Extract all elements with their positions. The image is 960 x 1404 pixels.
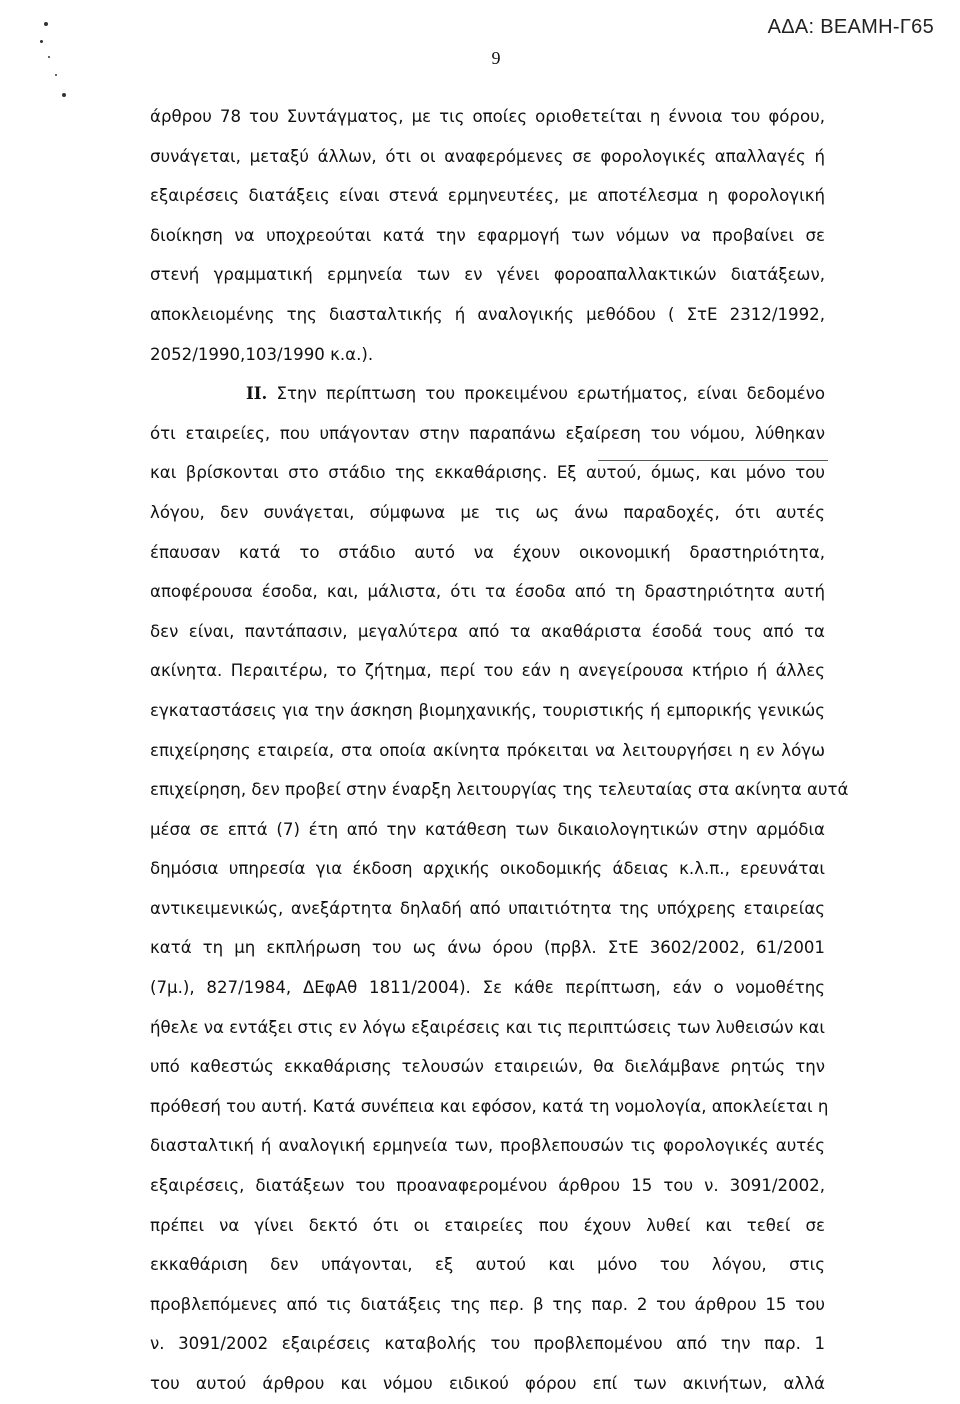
- section-numeral: II.: [246, 383, 268, 404]
- text-line: του αυτού άρθρου και νόμου ειδικού φόρου επί των ακινήτων, αλλά: [150, 1374, 825, 1393]
- text-line: [150, 374, 825, 414]
- text-line: εγκαταστάσεις για την άσκηση βιομηχανικής, τουριστικής ή εμπορικής γενικώς: [150, 700, 825, 720]
- hand-underline-mark: [598, 460, 828, 461]
- text-line: ότι εταιρείες, που υπάγονταν στην παραπάνω εξαίρεση του νόμου, λύθηκαν: [150, 423, 825, 443]
- page-number: 9: [491, 48, 501, 68]
- text-line: εξαιρέσεις, διατάξεων του προαναφερομένου άρθρου 15 του ν. 3091/2002,: [150, 1176, 825, 1196]
- document-body: [150, 97, 849, 1404]
- text-line: υπό καθεστώς εκκαθάρισης τελουσών εταιρειών, θα διελάμβανε ρητώς την: [150, 1057, 825, 1077]
- text-line: εκκαθάριση δεν υπάγονται, εξ αυτού και μόνο του λόγου, στις: [150, 1255, 825, 1275]
- text-line: κατά τη μη εκπλήρωση του ως άνω όρου (πρβλ. ΣτΕ 3602/2002, 61/2001: [150, 938, 825, 958]
- text-line: πρόθεσή του αυτή. Κατά συνέπεια και εφόσον, κατά τη νομολογία, αποκλείεται η: [150, 1096, 829, 1116]
- text-line: 2052/1990,103/1990 κ.α.).: [150, 344, 374, 364]
- text-line: διοίκηση να υποχρεούται κατά την εφαρμογή των νόμων να προβαίνει σε: [150, 225, 825, 245]
- text-line: ν. 3091/2002 εξαιρέσεις καταβολής του προβλεπομένου από την παρ. 1: [150, 1334, 825, 1354]
- scan-speck: [44, 22, 48, 26]
- scan-speck: [48, 56, 50, 58]
- paragraph-2: [150, 374, 849, 1403]
- text-line: δημόσια υπηρεσία για έκδοση αρχικής οικοδομικής άδειας κ.λ.π., ερευνάται: [150, 859, 825, 879]
- scan-speck: [55, 74, 57, 76]
- text-line: στενή γραμματική ερμηνεία των εν γένει φοροαπαλλακτικών διατάξεων,: [150, 265, 825, 285]
- text-line: έπαυσαν κατά το στάδιο αυτό να έχουν οικονομική δραστηριότητα,: [150, 542, 825, 562]
- text-line: εξαιρέσεις διατάξεις είναι στενά ερμηνευτέες, με αποτέλεσμα η φορολογική: [150, 186, 825, 206]
- text-line: αντικειμενικώς, ανεξάρτητα δηλαδή από υπαιτιότητα της υπόχρεης εταιρείας: [150, 898, 825, 918]
- text-line: αποκλειομένης της διασταλτικής ή αναλογικής μεθόδου ( ΣτΕ 2312/1992,: [150, 304, 825, 324]
- text-line: συνάγεται, μεταξύ άλλων, ότι οι αναφερόμενες σε φορολογικές απαλλαγές ή: [150, 146, 825, 166]
- text-line: επιχείρηση, δεν προβεί στην έναρξη λειτουργίας της τελευταίας στα ακίνητα αυτά: [150, 780, 849, 800]
- text-line: ήθελε να εντάξει στις εν λόγω εξαιρέσεις και τις περιπτώσεις των λυθεισών και: [150, 1017, 825, 1037]
- text-line: διασταλτική ή αναλογική ερμηνεία των, προβλεπουσών τις φορολογικές αυτές: [150, 1136, 825, 1156]
- text-line: δεν είναι, παντάπασιν, μεγαλύτερα από τα ακαθάριστα έσοδά τους από τα: [150, 621, 825, 641]
- text-line: και βρίσκονται στο στάδιο της εκκαθάρισης. Εξ αυτού, όμως, και μόνο του: [150, 463, 825, 483]
- text-line: λόγου, δεν συνάγεται, σύμφωνα με τις ως άνω παραδοχές, ότι αυτές: [150, 502, 825, 522]
- text-line: άρθρου 78 του Συντάγματος, με τις οποίες οριοθετείται η έννοια του φόρου,: [150, 107, 825, 126]
- text-line: (7μ.), 827/1984, ΔΕφΑθ 1811/2004). Σε κάθε περίπτωση, εάν ο νομοθέτης: [150, 978, 825, 998]
- scan-speck: [40, 40, 43, 43]
- text-line: αποφέρουσα έσοδα, και, μάλιστα, ότι τα έσοδα από τη δραστηριότητα αυτή: [150, 582, 825, 602]
- text-line: ακίνητα. Περαιτέρω, το ζήτημα, περί του εάν η ανεγείρουσα κτήριο ή άλλες: [150, 661, 825, 681]
- ada-document-id: ΑΔΑ: ΒΕΑΜΗ-Γ65: [767, 16, 934, 38]
- scan-speck: [62, 93, 66, 97]
- text-line: μέσα σε επτά (7) έτη από την κατάθεση των δικαιολογητικών στην αρμόδια: [150, 819, 825, 839]
- paragraph-1: [150, 97, 825, 374]
- text-line: πρέπει να γίνει δεκτό ότι οι εταιρείες που έχουν λυθεί και τεθεί σε: [150, 1215, 825, 1235]
- text-line: προβλεπόμενες από τις διατάξεις της περ. β της παρ. 2 του άρθρου 15 του: [150, 1294, 825, 1314]
- text-line: επιχείρησης εταιρεία, στα οποία ακίνητα πρόκειται να λειτουργήσει η εν λόγω: [150, 740, 825, 760]
- text-line-rest: Στην περίπτωση του προκειμένου ερωτήματος, είναι δεδομένο: [267, 384, 825, 404]
